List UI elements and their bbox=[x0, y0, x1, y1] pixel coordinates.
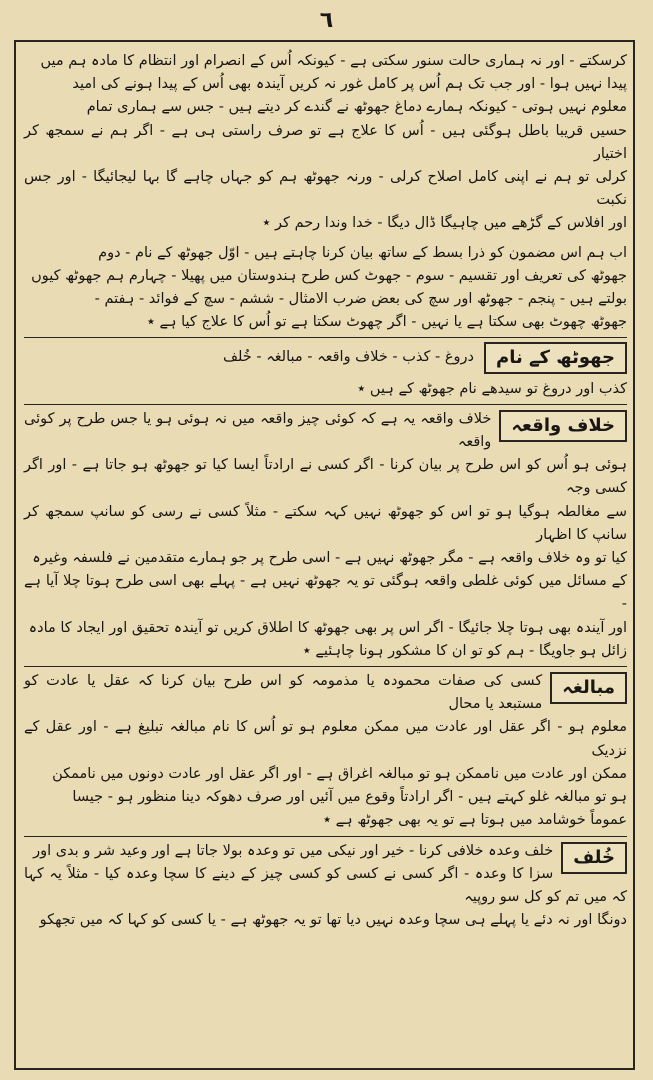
text-line: اور آیندہ بھی ہوتا چلا جائیگا - اگر اس پر بھی جھوٹھ کا اطلاق کریں تو آیندہ تحقیق اور ایجاد کا مادہ bbox=[28, 619, 627, 636]
text-line: معلوم نہیں ہوتی - کیونکہ ہمارے دماغ جھوٹھ نے گندے کر دیتے ہیں - جس سے ہماری تمام bbox=[86, 99, 627, 116]
names-list: دروغ - کذب - خلاف واقعہ - مبالغہ - خُلف bbox=[222, 349, 474, 366]
text-line: جھوٹھ کی تعریف اور تقسیم - سوم - جھوٹ کس طرح ہندوستان میں پھیلا - چہارم ہم جھوٹھ کیوں bbox=[31, 267, 627, 284]
page-number: ٦ bbox=[319, 8, 334, 33]
text-line: کے مسائل میں کوئی غلطی واقعہ ہوگئی تو یہ جھوٹھ نہیں ہے - پہلے بھی اسی طرح ہوتا چلا آیا ہے - bbox=[24, 573, 627, 613]
text-line: کسی کی صفات محمودہ یا مذمومہ کو اس طرح بیان کرنا کہ عقل یا عادت کو مستبعد یا محال bbox=[24, 673, 543, 713]
text-line: اب ہم اس مضمون کو ذرا بسط کے ساتھ بیان کرنا چاہتے ہیں - اوّل جھوٹھ کے نام - دوم bbox=[98, 244, 627, 261]
intro-paragraph bbox=[24, 50, 627, 236]
divider bbox=[24, 404, 627, 405]
khilaf-section bbox=[24, 408, 627, 663]
text-line: حسیں قریبا باطل ہوگئی ہیں - اُس کا علاج ہے تو صرف راستی ہی ہے - اگر ہم نے سمجھ کر اختیار bbox=[24, 122, 627, 162]
text-line: دونگا اور نہ دئے یا پہلے ہی سچا وعدہ نہیں دیا تھا تو یہ جھوٹھ ہے - یا کسی کو کہا کہ میں تجھکو bbox=[39, 912, 627, 929]
khilaf-heading: خلاف واقعہ bbox=[499, 410, 627, 442]
text-line: زائل ہو جاویگا - ہم کو تو ان کا مشکور ہونا چاہئیے ٭ bbox=[302, 642, 627, 659]
khulf-section bbox=[24, 840, 627, 933]
text-line: پیدا نہیں ہوا - اور جب تک ہم اُس پر کامل غور نہ کریں آیندہ بھی اُس کے پیدا ہونے کی امید bbox=[72, 76, 627, 93]
text-line: جھوٹھ چھوٹ بھی سکتا ہے یا نہیں - اگر چھوٹ سکتا ہے تو اُس کا علاج کیا ہے ٭ bbox=[147, 314, 627, 331]
text-line: خلاف واقعہ یہ ہے کہ کوئی چیز واقعہ میں نہ ہوئی ہو یا جس طرح پر کوئی واقعہ bbox=[24, 410, 492, 451]
text-line: معلوم ہو - اگر عقل اور عادت میں ممکن معلوم ہو تو اُس کا نام مبالغہ تبلیغ ہے - اور عقل کے نزدیک bbox=[24, 719, 627, 759]
mubalagha-section bbox=[24, 670, 627, 832]
plan-paragraph bbox=[24, 242, 627, 335]
divider bbox=[24, 337, 627, 338]
text-line: عموماً خوشامد میں ہوتا ہے تو یہ بھی جھوٹھ ہے ٭ bbox=[323, 812, 627, 829]
mubalagha-heading: مبالغہ bbox=[550, 672, 627, 704]
text-line: سے مغالطہ ہوگیا ہو تو اس کو جھوٹھ نہیں کہہ سکتے - مثلاً کسی نے رسی کو سانپ سمجھ کر سانپ کا اظہار bbox=[24, 503, 627, 543]
text-line: اور افلاس کے گڑھے میں چاہیگا ڈال دیگا - خدا وندا رحم کر ٭ bbox=[262, 215, 627, 232]
divider bbox=[24, 666, 627, 667]
divider bbox=[24, 836, 627, 837]
names-heading: جھوٹھ کے نام bbox=[484, 342, 627, 373]
page-content bbox=[24, 50, 627, 932]
text-line: بولتے ہیں - پنجم - جھوٹھ اور سچ کی بعض ضرب الامثال - ششم - سچ کے فوائد - ہفتم - bbox=[94, 291, 627, 308]
text-line: کیا تو وہ خلاف واقعہ ہے - مگر جھوٹھ نہیں ہے - اسی طرح پر جو ہمارے متقدمین نے فلسفہ وغیرہ bbox=[32, 550, 627, 567]
text-line: کرلی تو ہم نے اپنی کامل اصلاح کرلی - ورنہ جھوٹھ ہم کو جہاں چاہے گا بہا لیجائیگا - اور جس نکبت bbox=[24, 169, 627, 209]
text-line: سزا کا وعدہ - اگر کسی نے کسی کو کسی چیز کے دینے کا سچا وعدہ کیا - مثلاً یہ کہا کہ میں تم کو کل سو روپیہ bbox=[24, 865, 627, 905]
text-line: ہو تو مبالغہ غلو کہتے ہیں - اگر ارادتاً وقوع میں آئیں اور صرف دھوکہ دینا منظور ہو - جیسا bbox=[72, 789, 627, 806]
text-line: کرسکتے - اور نہ ہماری حالت سنور سکتی ہے - کیونکہ اُس کے انصرام اور انتظام کا مادہ ہم میں bbox=[40, 53, 627, 69]
text-line: خلف وعدہ خلافی کرنا - خیر اور نیکی میں تو وعدہ بولا جاتا ہے اور وعید شر و بدی اور bbox=[33, 842, 554, 859]
text-line: ممکن اور عادت میں ناممکن ہو تو مبالغہ اغراق ہے - اور اگر عقل اور عادت دونوں میں ناممکن bbox=[52, 765, 627, 782]
text-line: ہوئی ہو اُس کو اس طرح پر بیان کرنا - اگر کسی نے ارادتاً ایسا کیا تو جھوٹھ ہو جاتا ہے - اور اگر کسی وجہ bbox=[24, 457, 627, 497]
names-section bbox=[24, 342, 627, 373]
names-note: کذب اور دروغ تو سیدھے نام جھوٹھ کے ہیں ٭ bbox=[357, 380, 627, 397]
khulf-heading: خُلف bbox=[561, 842, 627, 874]
